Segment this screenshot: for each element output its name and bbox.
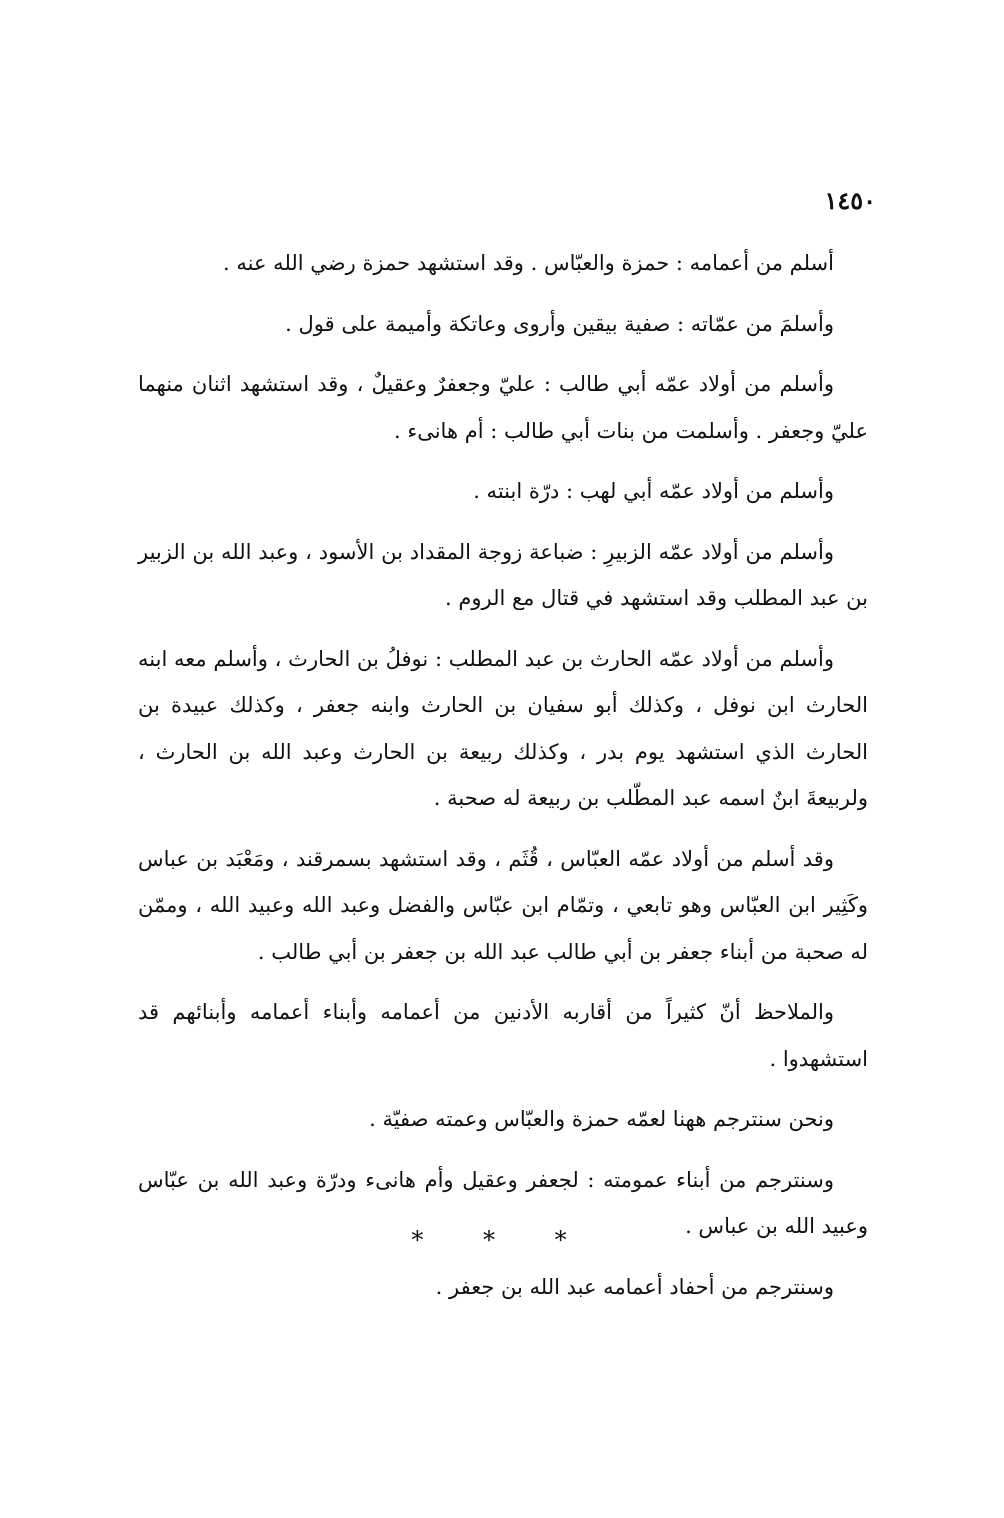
- section-separator: * * *: [411, 1226, 593, 1254]
- paragraph-harith-children: وأسلم من أولاد عمّه الحارث بن عبد المطلب : نوفلُ بن الحارث ، وأسلم معه ابنه الحارث ابن نوفل ، وكذلك أبو سفيان بن الحارث وابنه جعفر ، وكذلك عبيدة بن الحارث الذي استشهد يوم بدر ، وكذلك ربيعة بن الحارث وعبد الله بن الحارث ، ولربيعةَ ابنٌ اسمه عبد المطّلب بن ربيعة له صحبة .: [138, 646, 868, 810]
- paragraph-abu-lahab-children: وأسلم من أولاد عمّه أبي لهب : درّة ابنته .: [473, 479, 834, 503]
- paragraph-martyrs-note: والملاحظ أنّ كثيراً من أقاربه الأدنين من أعمامه وأبناء أعمامه وأبنائهم قد استشهدوا .: [138, 1000, 868, 1071]
- body-text: [138, 240, 868, 1324]
- paragraph-abu-talib-children: وأسلم من أولاد عمّه أبي طالب : عليّ وجعفرٌ وعقيلٌ ، وقد استشهد اثنان منهما عليّ وجعفر . وأسلمت من بنات أبي طالب : أم هانىء .: [138, 372, 868, 443]
- paragraph-biographies-cousins: وسنترجم من أبناء عمومته : لجعفر وعقيل وأم هانىء ودرّة وعبد الله بن عبّاس وعبيد الله بن عباس .: [138, 1167, 868, 1238]
- paragraph-biographies-grandsons: وسنترجم من أحفاد أعمامه عبد الله بن جعفر .: [435, 1274, 834, 1299]
- page-number: ١٤٥٠: [824, 186, 876, 215]
- paragraph-uncles: أسلم من أعمامه : حمزة والعبّاس . وقد استشهد حمزة رضي الله عنه .: [223, 251, 834, 275]
- paragraph-abbas-children: وقد أسلم من أولاد عمّه العبّاس ، قُثَم ، وقد استشهد بسمرقند ، ومَعْبَد بن عباس وكَثِير ابن العبّاس وهو تابعي ، وتمّام ابن عبّاس والفضل وعبد الله وعبيد الله ، وممّن له صحبة من أبناء جعفر بن أبي طالب عبد الله بن جعفر بن أبي طالب .: [138, 846, 868, 964]
- paragraph-biographies-uncles: ونحن سنترجم ههنا لعمّه حمزة والعبّاس وعمته صفيّة .: [369, 1107, 834, 1131]
- paragraph-zubayr-children: وأسلم من أولاد عمّه الزبيرِ : ضباعة زوجة المقداد بن الأسود ، وعبد الله بن الزبير بن عبد المطلب وقد استشهد في قتال مع الروم .: [138, 539, 868, 610]
- paragraph-aunts: وأسلمَ من عمّاته : صفية بيقين وأروى وعاتكة وأميمة على قول .: [285, 311, 834, 336]
